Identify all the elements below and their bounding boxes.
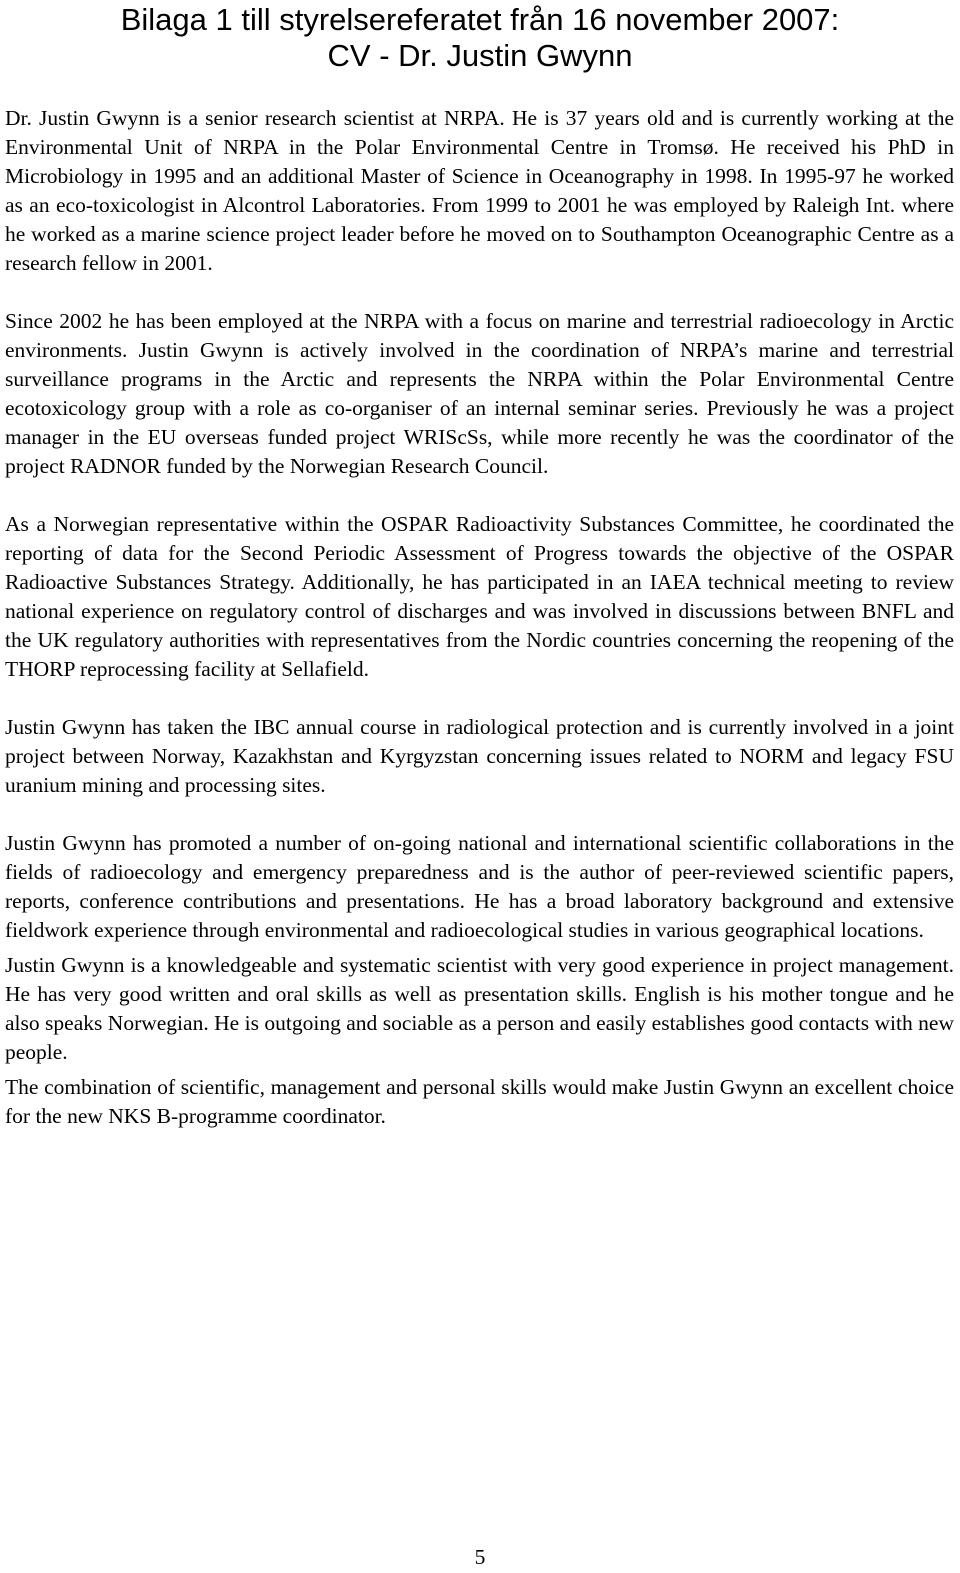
paragraph-skills: Justin Gwynn is a knowledgeable and systematic scientist with very good experience in project management. He has very good written and oral skills as well as presentation skills. English is his mother tongue and he also speaks Norwegian. He is outgoing and sociable as a person and easily establishes good contacts with new people. <box>5 953 954 1064</box>
page-number: 5 <box>474 1545 486 1569</box>
paragraph-career-summary: Dr. Justin Gwynn is a senior research scientist at NRPA. He is 37 years old and is currently working at the Environmental Unit of NRPA in the Polar Environmental Centre in Tromsø. He received his PhD in Microbiology in 1995 and an additional Master of Science in Oceanography in 1998. In 1995-97 he worked as an eco-toxicologist in Alcontrol Laboratories. From 1999 to 2001 he was employed by Raleigh Int. where he worked as a marine science project leader before he moved on to Southampton Oceanographic Centre as a research fellow in 2001. <box>5 106 954 275</box>
paragraph-collaborations: Justin Gwynn has promoted a number of on-going national and international scientific collaborations in the fields of radioecology and emergency preparedness and is the author of peer-reviewed scientific papers, reports, conference contributions and presentations. He has a broad laboratory background and extensive fieldwork experience through environmental and radioecological studies in various geographical locations. <box>5 831 954 942</box>
cv-body <box>5 104 954 1131</box>
paragraph-conclusion: The combination of scientific, management and personal skills would make Justin Gwynn an excellent choice for the new NKS B-programme coordinator. <box>5 1075 954 1128</box>
paragraph-training: Justin Gwynn has taken the IBC annual course in radiological protection and is currently involved in a joint project between Norway, Kazakhstan and Kyrgyzstan concerning issues related to NORM and legacy FSU uranium mining and processing sites. <box>5 715 954 797</box>
paragraph-nrpa-role: Since 2002 he has been employed at the NRPA with a focus on marine and terrestrial radioecology in Arctic environments. Justin Gwynn is actively involved in the coordination of NRPA’s marine and terrestrial surveillance programs in the Arctic and represents the NRPA within the Polar Environmental Centre ecotoxicology group with a role as co-organiser of an internal seminar series. Previously he was a project manager in the EU overseas funded project WRIScSs, while more recently he was the coordinator of the project RADNOR funded by the Norwegian Research Council. <box>5 309 954 478</box>
title-line-1: Bilaga 1 till styrelsereferatet från 16 november 2007: <box>120 2 840 37</box>
title-line-2: CV - Dr. Justin Gwynn <box>327 38 633 73</box>
page-title <box>0 2 960 74</box>
paragraph-ospar: As a Norwegian representative within the OSPAR Radioactivity Substances Committee, he coordinated the reporting of data for the Second Periodic Assessment of Progress towards the objective of the OSPAR Radioactive Substances Strategy. Additionally, he has participated in an IAEA technical meeting to review national experience on regulatory control of discharges and was involved in discussions between BNFL and the UK regulatory authorities with representatives from the Nordic countries concerning the reopening of the THORP reprocessing facility at Sellafield. <box>5 512 954 681</box>
